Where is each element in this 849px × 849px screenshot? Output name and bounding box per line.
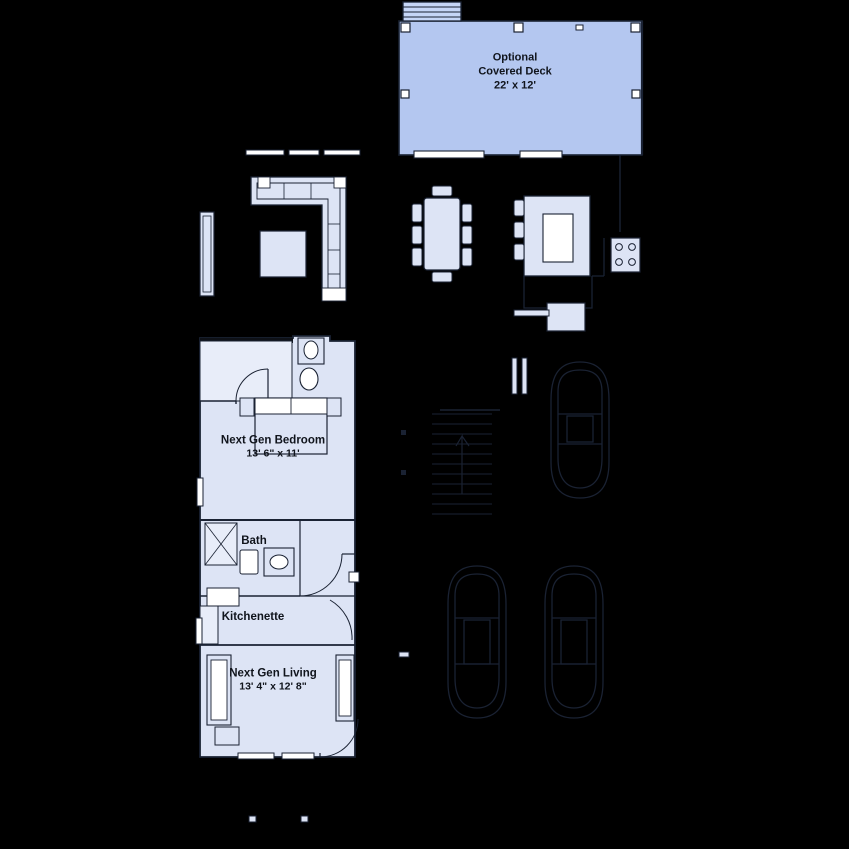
kitchen-area — [514, 196, 640, 331]
great-room-area — [200, 150, 360, 301]
deck-dimensions: 22' x 12' — [494, 78, 536, 91]
living-label: Next Gen Living — [229, 667, 317, 680]
deck-label-line1: Optional — [492, 51, 538, 64]
living-dimensions: 13' 4" x 12' 8" — [239, 680, 307, 693]
deck-label-line2: Covered Deck — [478, 65, 552, 78]
dining-area — [412, 186, 472, 282]
bedroom-dimensions: 13' 6" x 11' — [246, 447, 300, 460]
garage-area — [399, 358, 609, 718]
bath-label: Bath — [241, 534, 267, 547]
site-markers — [249, 816, 308, 822]
next-gen-suite — [196, 336, 359, 759]
kitchenette-label: Kitchenette — [221, 610, 285, 623]
bedroom-label: Next Gen Bedroom — [220, 434, 326, 447]
